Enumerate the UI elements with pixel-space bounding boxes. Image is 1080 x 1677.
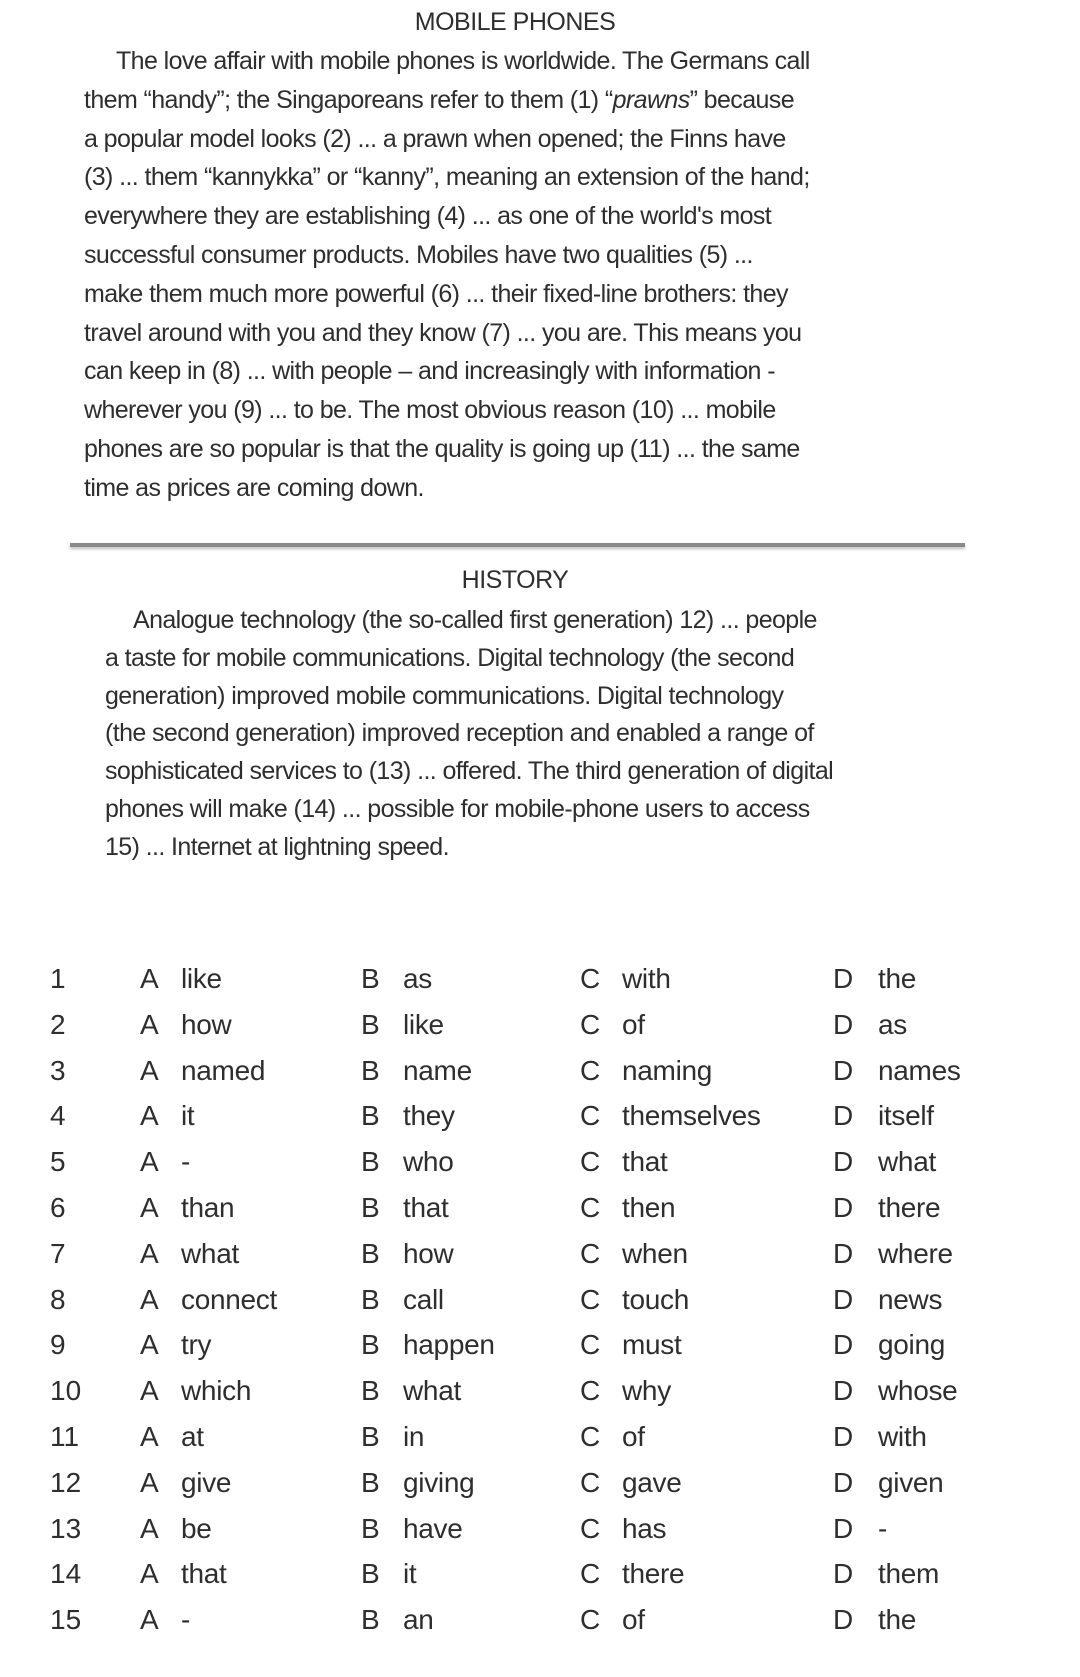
- option-letter: C: [580, 963, 601, 994]
- option-letter: D: [833, 1100, 854, 1132]
- option-letter: D: [833, 1146, 854, 1178]
- option-letter: B: [361, 1329, 380, 1361]
- option-letter: A: [140, 1604, 159, 1636]
- option-letter: D: [833, 1375, 854, 1407]
- option-letter: D: [833, 1421, 854, 1452]
- option-c: then: [622, 1192, 676, 1223]
- option-letter: D: [833, 1512, 854, 1544]
- text-line: The love affair with mobile phones is worldwide. The Germans call: [116, 47, 810, 75]
- option-c: there: [622, 1558, 685, 1590]
- option-letter: A: [140, 1466, 159, 1498]
- option-letter: B: [361, 1100, 380, 1132]
- option-b: name: [403, 1054, 472, 1086]
- option-a: it: [181, 1100, 195, 1132]
- option-c: of: [622, 1421, 645, 1452]
- option-letter: B: [361, 1283, 380, 1315]
- option-d: them: [878, 1558, 940, 1590]
- option-letter: C: [580, 1008, 601, 1040]
- option-d: what: [878, 1146, 936, 1178]
- option-letter: C: [580, 1192, 601, 1223]
- option-b: what: [403, 1375, 461, 1407]
- option-d: given: [878, 1466, 944, 1498]
- option-letter: C: [580, 1512, 601, 1544]
- option-letter: C: [580, 1466, 601, 1498]
- text-line: them “handy”; the Singaporeans refer to them (1) “prawns” because: [84, 85, 794, 114]
- question-number: 15: [50, 1604, 82, 1636]
- option-letter: B: [361, 963, 380, 994]
- option-letter: A: [140, 1283, 159, 1315]
- question-number: 5: [50, 1146, 66, 1178]
- option-letter: D: [833, 963, 854, 994]
- section-title-mobile-phones: MOBILE PHONES: [414, 8, 616, 36]
- question-number: 6: [50, 1192, 66, 1223]
- option-letter: C: [580, 1146, 601, 1178]
- option-letter: B: [361, 1421, 380, 1452]
- option-letter: D: [833, 1237, 854, 1269]
- option-letter: B: [361, 1558, 380, 1590]
- option-d: there: [878, 1192, 941, 1223]
- option-letter: C: [580, 1100, 601, 1132]
- option-a: named: [181, 1054, 266, 1086]
- option-b: happen: [403, 1329, 495, 1361]
- option-letter: A: [140, 1054, 159, 1086]
- option-c: touch: [622, 1283, 689, 1315]
- option-d: -: [878, 1512, 888, 1544]
- option-letter: C: [580, 1237, 601, 1269]
- question-number: 1: [50, 963, 66, 994]
- option-b: an: [403, 1604, 434, 1636]
- option-a: than: [181, 1192, 235, 1223]
- option-c: themselves: [622, 1100, 761, 1132]
- option-letter: D: [833, 1054, 854, 1086]
- text-line: make them much more powerful (6) ... their fixed-line brothers: they: [84, 279, 788, 308]
- option-letter: A: [140, 1512, 159, 1544]
- option-letter: D: [833, 1283, 854, 1315]
- option-letter: B: [361, 1008, 380, 1040]
- option-c: that: [622, 1146, 668, 1178]
- option-c: naming: [622, 1054, 713, 1086]
- option-letter: D: [833, 1604, 854, 1636]
- option-a: try: [181, 1329, 212, 1361]
- option-letter: B: [361, 1604, 380, 1636]
- option-c: with: [622, 963, 671, 994]
- option-letter: B: [361, 1146, 380, 1178]
- option-letter: D: [833, 1558, 854, 1590]
- text-line: a taste for mobile communications. Digital technology (the second: [105, 643, 795, 672]
- option-letter: A: [140, 963, 159, 994]
- option-letter: D: [833, 1329, 854, 1361]
- option-letter: C: [580, 1421, 601, 1452]
- option-d: whose: [878, 1375, 958, 1407]
- option-letter: A: [140, 1237, 159, 1269]
- option-letter: D: [833, 1008, 854, 1040]
- option-c: must: [622, 1329, 682, 1361]
- option-b: how: [403, 1237, 454, 1269]
- question-number: 7: [50, 1237, 66, 1269]
- question-number: 2: [50, 1008, 66, 1040]
- option-d: where: [878, 1237, 953, 1269]
- text-line: (3) ... them “kannykka” or “kanny”, meaning an extension of the hand;: [84, 163, 810, 192]
- option-a: -: [181, 1604, 191, 1636]
- option-a: at: [181, 1421, 204, 1452]
- option-a: be: [181, 1512, 212, 1544]
- text-line: sophisticated services to (13) ... offered. The third generation of digital: [105, 757, 834, 786]
- option-d: the: [878, 1604, 917, 1636]
- question-number: 9: [50, 1329, 66, 1361]
- option-letter: A: [140, 1008, 159, 1040]
- text-line: time as prices are coming down.: [84, 473, 424, 502]
- option-b: it: [403, 1558, 417, 1590]
- option-d: names: [878, 1054, 961, 1086]
- option-letter: A: [140, 1375, 159, 1407]
- option-letter: C: [580, 1375, 601, 1407]
- option-c: of: [622, 1604, 645, 1636]
- question-number: 8: [50, 1283, 66, 1315]
- text-line: phones are so popular is that the quality is going up (11) ... the same: [84, 435, 800, 463]
- option-a: like: [181, 963, 222, 994]
- option-d: news: [878, 1283, 943, 1315]
- option-letter: B: [361, 1237, 380, 1269]
- option-d: as: [878, 1008, 907, 1040]
- option-letter: C: [580, 1604, 601, 1636]
- option-c: has: [622, 1512, 667, 1544]
- option-b: they: [403, 1100, 455, 1132]
- question-number: 4: [50, 1100, 66, 1132]
- option-a: -: [181, 1146, 191, 1178]
- text-line: 15) ... Internet at lightning speed.: [105, 832, 449, 861]
- text-line: generation) improved mobile communications. Digital technology: [105, 681, 784, 710]
- question-number: 10: [50, 1375, 82, 1407]
- option-d: itself: [878, 1100, 934, 1132]
- option-letter: A: [140, 1558, 159, 1590]
- text-line: a popular model looks (2) ... a prawn when opened; the Finns have: [84, 124, 786, 153]
- option-letter: C: [580, 1054, 601, 1086]
- text-line: everywhere they are establishing (4) ... as one of the world's most: [84, 202, 772, 231]
- question-number: 12: [50, 1466, 82, 1498]
- option-a: which: [181, 1375, 252, 1407]
- text-line: (the second generation) improved reception and enabled a range of: [105, 719, 814, 748]
- option-b: that: [403, 1192, 449, 1223]
- question-number: 11: [50, 1421, 80, 1452]
- question-number: 13: [50, 1512, 82, 1544]
- question-number: 14: [50, 1558, 82, 1590]
- text-line: successful consumer products. Mobiles have two qualities (5) ...: [84, 241, 753, 269]
- section-divider: [70, 543, 965, 547]
- option-a: how: [181, 1008, 232, 1040]
- option-letter: B: [361, 1192, 380, 1223]
- option-b: as: [403, 963, 432, 994]
- option-b: like: [403, 1008, 444, 1040]
- option-letter: A: [140, 1421, 159, 1452]
- option-b: call: [403, 1283, 444, 1315]
- option-d: going: [878, 1329, 946, 1361]
- option-b: in: [403, 1421, 425, 1452]
- option-d: with: [878, 1421, 927, 1452]
- text-line: Analogue technology (the so-called first generation) 12) ... people: [133, 606, 817, 634]
- option-c: why: [622, 1375, 671, 1407]
- option-a: that: [181, 1558, 227, 1590]
- option-b: who: [403, 1146, 454, 1178]
- option-letter: D: [833, 1192, 854, 1223]
- option-c: when: [622, 1237, 688, 1269]
- option-letter: C: [580, 1329, 601, 1361]
- option-letter: D: [833, 1466, 854, 1498]
- section-title-history: HISTORY: [461, 566, 569, 594]
- text-line: travel around with you and they know (7) ... you are. This means you: [84, 318, 802, 347]
- option-letter: B: [361, 1512, 380, 1544]
- option-letter: A: [140, 1100, 159, 1132]
- option-letter: A: [140, 1192, 159, 1223]
- option-c: gave: [622, 1466, 682, 1498]
- text-line: phones will make (14) ... possible for mobile-phone users to access: [105, 795, 810, 823]
- option-c: of: [622, 1008, 645, 1040]
- option-a: give: [181, 1466, 232, 1498]
- option-letter: B: [361, 1054, 380, 1086]
- text-line: wherever you (9) ... to be. The most obvious reason (10) ... mobile: [84, 396, 776, 425]
- option-letter: C: [580, 1558, 601, 1590]
- option-a: connect: [181, 1283, 277, 1315]
- option-letter: C: [580, 1283, 601, 1315]
- option-letter: B: [361, 1466, 380, 1498]
- question-number: 3: [50, 1054, 66, 1086]
- option-letter: B: [361, 1375, 380, 1407]
- option-letter: A: [140, 1146, 159, 1178]
- option-d: the: [878, 963, 917, 994]
- option-b: giving: [403, 1466, 475, 1498]
- option-b: have: [403, 1512, 463, 1544]
- option-letter: A: [140, 1329, 159, 1361]
- option-a: what: [181, 1237, 239, 1269]
- text-line: can keep in (8) ... with people – and increasingly with information -: [84, 357, 775, 386]
